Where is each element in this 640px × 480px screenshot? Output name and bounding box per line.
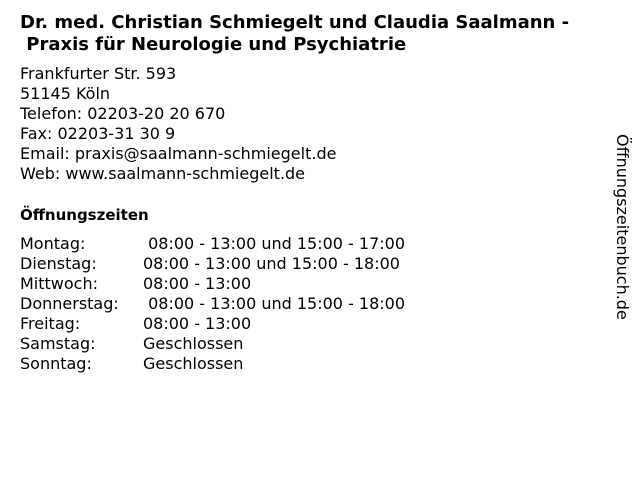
- city-postal: 51145 Köln: [20, 84, 111, 103]
- contact-block: [20, 64, 336, 184]
- hours-row-saturday: [20, 334, 405, 354]
- day-label: Dienstag:: [20, 254, 97, 273]
- time-value: Geschlossen: [143, 334, 244, 353]
- phone-number: Telefon: 02203-20 20 670: [20, 104, 226, 123]
- time-value: 08:00 - 13:00 und 15:00 - 18:00: [143, 254, 400, 273]
- street-address: Frankfurter Str. 593: [20, 64, 177, 83]
- fax-number: Fax: 02203-31 30 9: [20, 124, 176, 143]
- hours-row-wednesday: [20, 274, 405, 294]
- time-value: 08:00 - 13:00: [143, 274, 252, 293]
- website-address: Web: www.saalmann-schmiegelt.de: [20, 164, 306, 183]
- hours-row-monday: [20, 234, 405, 254]
- time-value: 08:00 - 13:00: [143, 314, 252, 333]
- hours-row-sunday: [20, 354, 405, 374]
- day-label: Mittwoch:: [20, 274, 98, 293]
- time-value: Geschlossen: [143, 354, 244, 373]
- opening-hours-table: [20, 234, 405, 374]
- day-label: Sonntag:: [20, 354, 92, 373]
- day-label: Samstag:: [20, 334, 96, 353]
- time-value: 08:00 - 13:00 und 15:00 - 18:00: [143, 294, 406, 313]
- title-line-2: Praxis für Neurologie und Psychiatrie: [20, 34, 407, 55]
- opening-hours-heading: Öffnungszeiten: [20, 206, 149, 224]
- email-address: Email: praxis@saalmann-schmiegelt.de: [20, 144, 337, 163]
- title-line-1: Dr. med. Christian Schmiegelt und Claudia Saalmann -: [20, 12, 570, 33]
- hours-row-thursday: [20, 294, 405, 314]
- site-watermark: Öffnungszeitenbuch.de: [613, 134, 632, 320]
- hours-row-friday: [20, 314, 405, 334]
- hours-row-tuesday: [20, 254, 405, 274]
- day-label: Montag:: [20, 234, 86, 253]
- page-title: [20, 12, 620, 56]
- time-value: 08:00 - 13:00 und 15:00 - 17:00: [143, 234, 406, 253]
- day-label: Freitag:: [20, 314, 81, 333]
- day-label: Donnerstag:: [20, 294, 119, 313]
